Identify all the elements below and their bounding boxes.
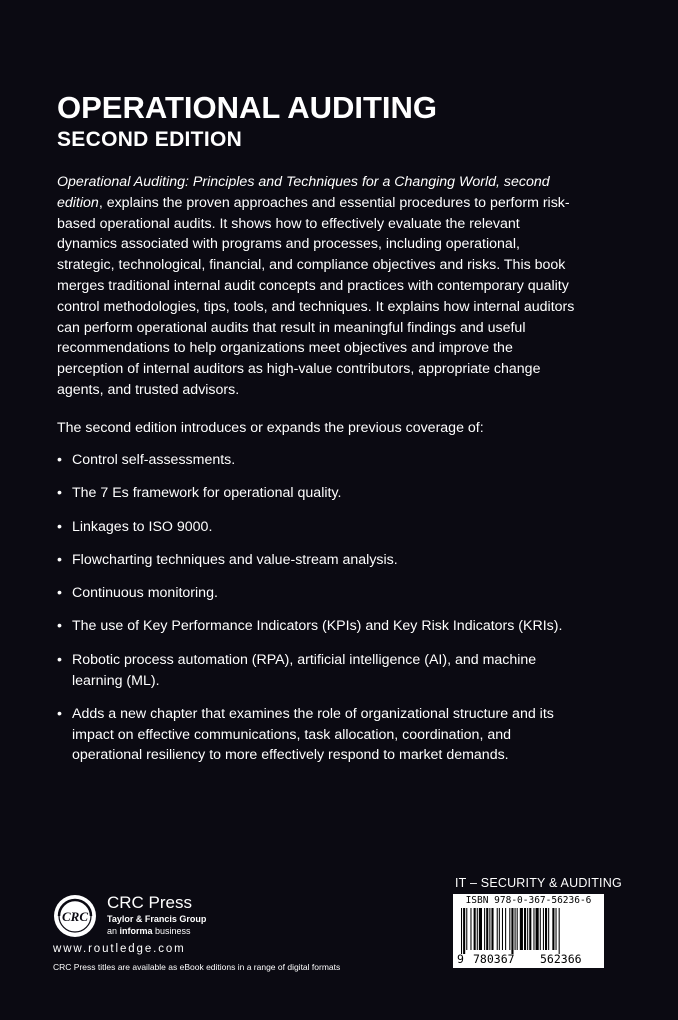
publisher-group: Taylor & Francis Group (107, 914, 207, 924)
barcode-bar (556, 908, 557, 950)
barcode-bar (502, 908, 503, 950)
isbn-digit-first: 9 (457, 952, 464, 966)
barcode-bar (559, 908, 560, 954)
barcode-bar (524, 908, 526, 950)
list-item (57, 483, 577, 504)
crc-press-logo (53, 894, 97, 938)
list-item-text: Adds a new chapter that examines the role of organizational structure and its impact on effective communications, task allocation, coordination, and operational resiliency to more effectively respond to market demands. (72, 705, 554, 764)
barcode-bar (497, 908, 498, 950)
barcode-bar (548, 908, 549, 950)
list-item-text: The 7 Es framework for operational quality. (72, 485, 342, 502)
publisher-informa-line (107, 926, 191, 937)
logo-text: CRC (61, 909, 89, 924)
bullet-icon: • (57, 705, 62, 722)
barcode-bar (511, 908, 513, 954)
bullet-icon: • (57, 518, 62, 535)
list-item (57, 650, 577, 692)
barcode-icon (459, 908, 598, 954)
coverage-list (57, 450, 577, 779)
barcode-bar (491, 908, 493, 950)
edition-subtitle: SECOND EDITION (57, 128, 243, 151)
barcode-bar (505, 908, 506, 950)
bullet-icon: • (57, 585, 62, 602)
publisher-name: CRC Press (107, 893, 193, 912)
coverage-intro: The second edition introduces or expands the previous coverage of: (57, 420, 484, 436)
list-item-text: Control self-assessments. (72, 452, 236, 468)
bullet-icon: • (57, 618, 62, 635)
list-item (57, 616, 577, 637)
list-item-text: Linkages to ISO 9000. (72, 518, 213, 535)
informa-suffix: business (152, 926, 191, 936)
barcode-bar (461, 908, 462, 954)
barcode-bar (484, 908, 485, 950)
list-item (57, 550, 577, 571)
isbn-digit-group2: 562366 (540, 952, 582, 966)
barcode-bar (489, 908, 490, 950)
barcode-bar (536, 908, 539, 950)
bullet-icon: • (57, 551, 62, 568)
barcode-bar (527, 908, 528, 950)
informa-prefix: an (107, 926, 120, 936)
barcode-bar (499, 908, 500, 950)
barcode-bar (463, 908, 465, 954)
publisher-website: www.routledge.com (53, 943, 186, 955)
list-item (57, 704, 577, 766)
book-title: OPERATIONAL AUDITING (57, 90, 438, 125)
barcode-bar (477, 908, 478, 950)
list-item-text: Flowcharting techniques and value-stream analysis. (72, 551, 398, 568)
barcode-bar (517, 908, 518, 950)
list-item (57, 517, 577, 538)
barcode-bar (479, 908, 482, 950)
barcode-bar (466, 908, 467, 950)
barcode-bar (509, 908, 510, 950)
description-body: , explains the proven approaches and essential procedures to perform risk-based operational audits. It shows how to effectively evaluate the relevant dynamics associated with programs and processes, including operational, strategic, technological, financial, and compliance objectives and risks. This book merges traditional internal audit concepts and practices with contemporary quality control methodologies, tips, tools, and techniques. It explains how internal auditors can perform operational audits that result in meaningful findings and useful recommendations to help organizations meet objectives and improve the perception of internal auditors as high-value contributors, appropriate change agents, and trusted advisors. (57, 194, 575, 398)
list-item-text: Robotic process automation (RPA), artificial intelligence (AI), and machine learning (ML). (72, 651, 537, 689)
barcode-bar (540, 908, 541, 950)
isbn-label: ISBN 978-0-367-56236-6 (465, 895, 592, 906)
barcode-bar (529, 908, 531, 950)
barcode-bar (486, 908, 488, 950)
isbn-barcode (453, 894, 604, 968)
barcode-bar (545, 908, 547, 950)
bullet-icon: • (57, 452, 62, 468)
barcode-bar (515, 908, 516, 950)
list-item-text: The use of Key Performance Indicators (KPIs) and Key Risk Indicators (KRIs). (72, 618, 563, 635)
ebook-note: CRC Press titles are available as eBook editions in a range of digital formats (53, 962, 341, 972)
barcode-bar (543, 908, 544, 950)
barcode-bar (533, 908, 534, 950)
list-item-text: Continuous monitoring. (72, 585, 218, 602)
barcode-bar (552, 908, 554, 950)
informa-brand: informa (119, 926, 153, 936)
list-item (57, 583, 577, 604)
barcode-bar (470, 908, 471, 950)
bullet-icon: • (57, 485, 62, 502)
book-description (57, 172, 577, 401)
barcode-bar (474, 908, 476, 950)
list-item (57, 450, 577, 471)
isbn-digit-group1: 780367 (473, 952, 515, 966)
barcode-bar (520, 908, 523, 950)
description-italic-lead: Operational Auditing: Principles and Techniques for a Changing World, second edition (57, 174, 550, 211)
subject-category: IT – SECURITY & AUDITING (455, 876, 622, 890)
bullet-icon: • (57, 651, 62, 668)
